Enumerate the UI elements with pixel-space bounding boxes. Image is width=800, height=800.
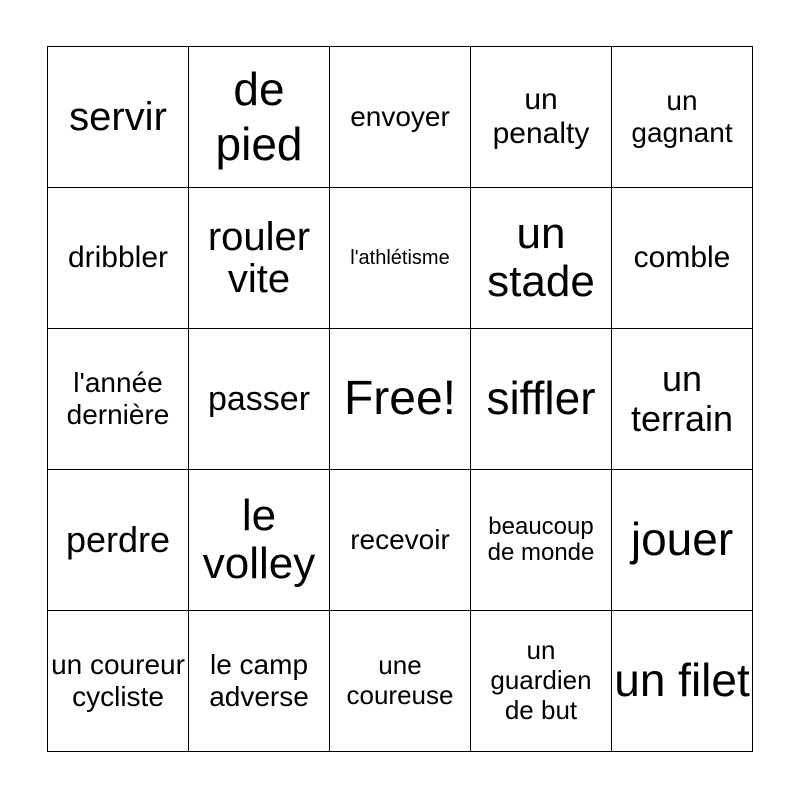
bingo-cell[interactable] (330, 188, 471, 329)
bingo-cell[interactable] (612, 470, 753, 611)
cell-text: de pied (215, 62, 303, 170)
bingo-cell[interactable] (330, 611, 471, 752)
bingo-cell[interactable] (48, 611, 189, 752)
bingo-cell[interactable] (189, 329, 330, 470)
bingo-cell[interactable] (48, 470, 189, 611)
cell-text: Free! (343, 372, 457, 425)
cell-text: rouler vite (207, 215, 311, 301)
cell-text: servir (69, 95, 167, 139)
cell-text: l'athlétisme (350, 247, 450, 269)
bingo-cell[interactable] (612, 329, 753, 470)
free-space[interactable] (330, 329, 471, 470)
bingo-cell[interactable] (48, 329, 189, 470)
bingo-cell[interactable] (189, 47, 330, 188)
bingo-cell[interactable] (471, 470, 612, 611)
bingo-cell[interactable] (189, 611, 330, 752)
cell-text: un guardien de but (490, 635, 592, 725)
bingo-cell[interactable] (471, 47, 612, 188)
cell-text: dribbler (67, 240, 169, 274)
bingo-cell[interactable] (471, 329, 612, 470)
bingo-cell[interactable] (189, 470, 330, 611)
cell-text: comble (633, 240, 731, 274)
cell-text: un coureur cycliste (51, 648, 185, 712)
cell-text: passer (207, 379, 311, 418)
bingo-cell[interactable] (189, 188, 330, 329)
cell-text: le camp adverse (209, 648, 309, 712)
cell-text: l'année dernière (66, 366, 170, 430)
bingo-cell[interactable] (612, 611, 753, 752)
bingo-cell[interactable] (471, 611, 612, 752)
cell-text: le volley (202, 490, 316, 588)
bingo-cell[interactable] (330, 470, 471, 611)
cell-text: recevoir (350, 523, 450, 555)
cell-text: un penalty (492, 82, 590, 150)
bingo-cell[interactable] (330, 47, 471, 188)
cell-text: envoyer (350, 100, 450, 132)
bingo-cell[interactable] (48, 188, 189, 329)
bingo-cell[interactable] (612, 188, 753, 329)
cell-text: un terrain (630, 358, 734, 439)
cell-text: un stade (487, 208, 595, 306)
cell-text: perdre (65, 519, 171, 561)
bingo-cell[interactable] (471, 188, 612, 329)
bingo-board (47, 46, 753, 752)
cell-text: jouer (630, 513, 734, 566)
cell-text: un filet (614, 654, 750, 707)
cell-text: beaucoup de monde (487, 512, 595, 566)
bingo-cell[interactable] (48, 47, 189, 188)
cell-text: un gagnant (631, 84, 733, 148)
bingo-cell[interactable] (612, 47, 753, 188)
cell-text: une coureuse (346, 650, 454, 710)
cell-text: siffler (486, 372, 596, 425)
